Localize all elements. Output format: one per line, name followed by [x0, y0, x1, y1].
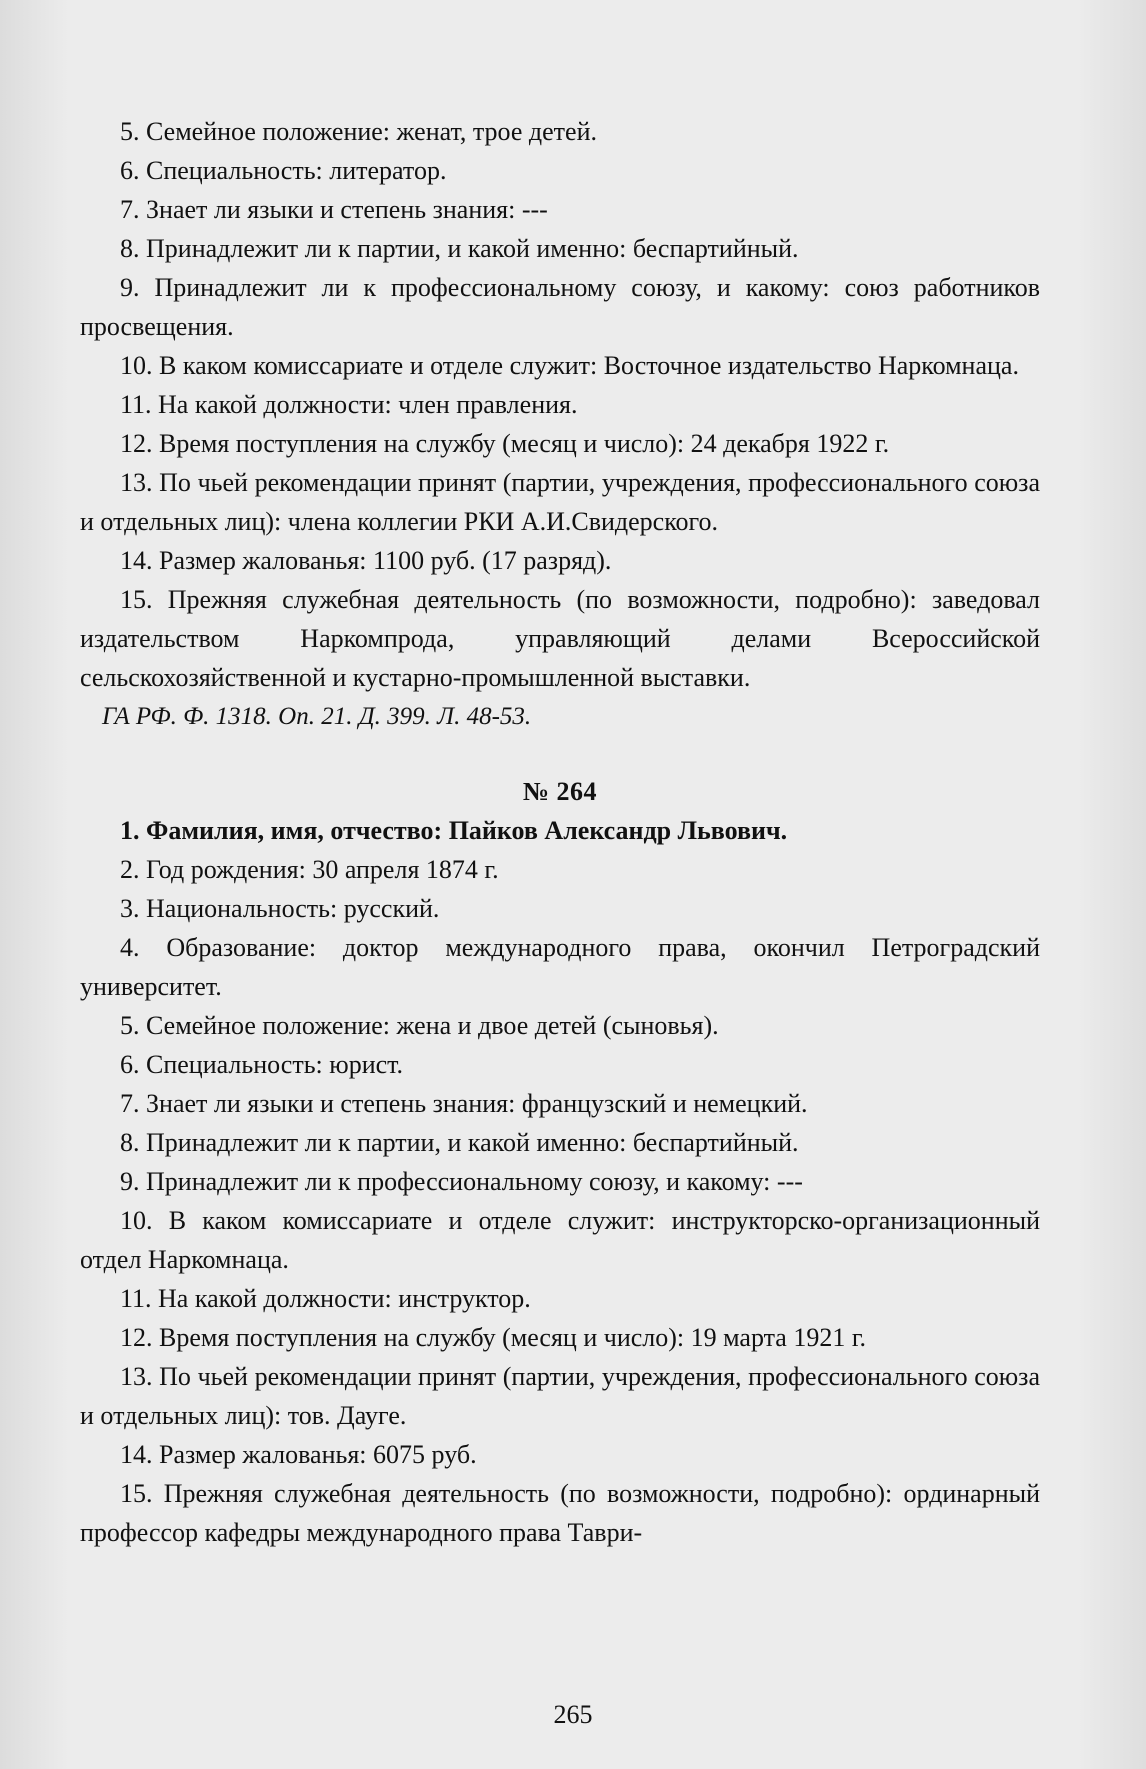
list-item: 6. Специальность: юрист. — [120, 1050, 404, 1079]
list-item: 10. В каком комиссариате и отделе служит: Восточное издательство Наркомнаца. — [120, 351, 1019, 380]
list-item: 11. На какой должности: член правления. — [120, 390, 578, 419]
list-item: 1. Фамилия, имя, отчество: Пайков Александр Львович. — [120, 816, 788, 845]
list-item: 8. Принадлежит ли к партии, и какой именно: беспартийный. — [120, 234, 799, 263]
list-item: 9. Принадлежит ли к профессиональному союзу, и какому: союз работников просвещения. — [80, 273, 1040, 341]
list-item: 5. Семейное положение: жена и двое детей (сыновья). — [120, 1011, 719, 1040]
list-item: 15. Прежняя служебная деятельность (по возможности, подробно): заведовал издательством Наркомпрода, управляющий делами Всероссийской сельскохозяйственной и кустарно-промышленной выставки. — [80, 585, 1040, 692]
list-item: 10. В каком комиссариате и отделе служит: инструкторско-организационный отдел Наркомнаца. — [80, 1206, 1040, 1274]
list-item: 13. По чьей рекомендации принят (партии, учреждения, профессионального союза и отдельных лиц): члена коллегии РКИ А.И.Свидерского. — [80, 468, 1040, 536]
list-item: 5. Семейное положение: женат, трое детей. — [120, 117, 598, 146]
list-item: 14. Размер жалованья: 6075 руб. — [120, 1440, 477, 1469]
archive-source-citation: ГА РФ. Ф. 1318. Оп. 21. Д. 399. Л. 48-53. — [102, 703, 532, 730]
list-item: 13. По чьей рекомендации принят (партии, учреждения, профессионального союза и отдельных лиц): тов. Дауге. — [80, 1362, 1040, 1430]
list-item: 6. Специальность: литератор. — [120, 156, 447, 185]
list-item: 15. Прежняя служебная деятельность (по возможности, подробно): ординарный профессор кафедры международного права Таври- — [80, 1479, 1040, 1547]
page-number: 265 — [553, 1700, 593, 1729]
list-item: 7. Знает ли языки и степень знания: --- — [120, 195, 548, 224]
list-item: 12. Время поступления на службу (месяц и число): 19 марта 1921 г. — [120, 1323, 867, 1352]
list-item: 3. Национальность: русский. — [120, 894, 440, 923]
document-number-heading: № 264 — [522, 777, 598, 806]
page-body — [80, 112, 1040, 1552]
list-item: 8. Принадлежит ли к партии, и какой именно: беспартийный. — [120, 1128, 799, 1157]
list-item: 7. Знает ли языки и степень знания: французский и немецкий. — [120, 1089, 808, 1118]
list-item: 2. Год рождения: 30 апреля 1874 г. — [120, 855, 499, 884]
list-item: 12. Время поступления на службу (месяц и число): 24 декабря 1922 г. — [120, 429, 890, 458]
list-item: 9. Принадлежит ли к профессиональному союзу, и какому: --- — [120, 1167, 803, 1196]
list-item: 4. Образование: доктор международного права, окончил Петроградский университет. — [80, 933, 1040, 1001]
list-item: 11. На какой должности: инструктор. — [120, 1284, 531, 1313]
list-item: 14. Размер жалованья: 1100 руб. (17 разряд). — [120, 546, 612, 575]
